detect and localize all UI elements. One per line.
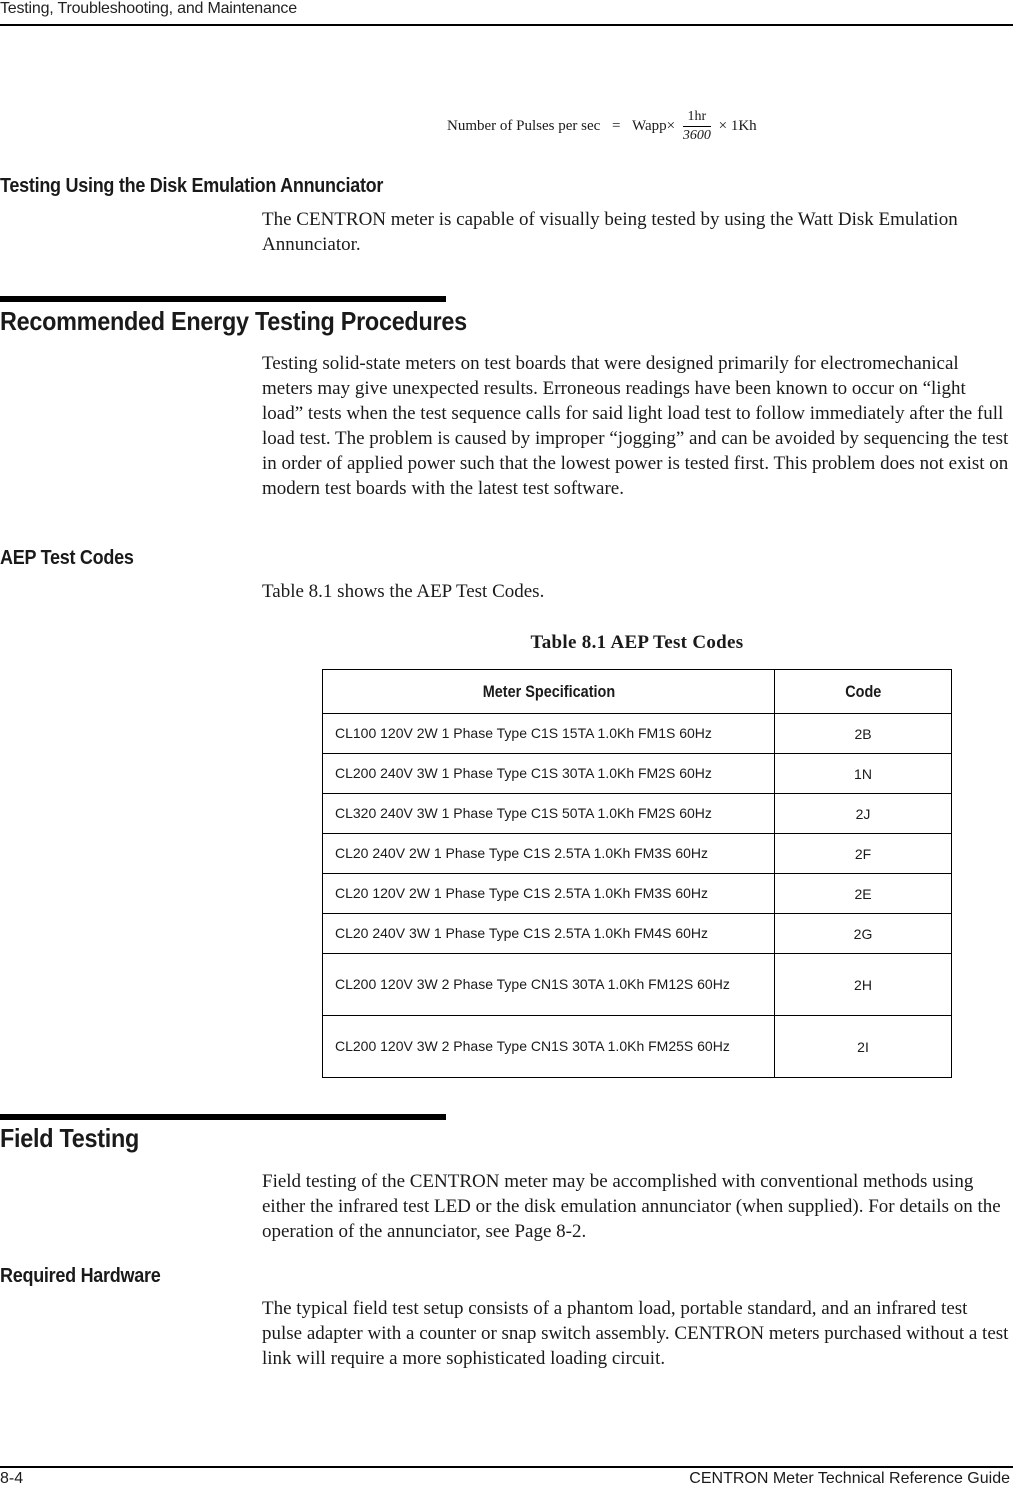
table-row (323, 714, 952, 754)
aep-body (262, 579, 1010, 604)
meter-spec-cell: CL100 120V 2W 1 Phase Type C1S 15TA 1.0Kh FM1S 60Hz (323, 714, 775, 754)
meter-spec-cell: CL20 240V 3W 1 Phase Type C1S 2.5TA 1.0Kh FM4S 60Hz (323, 914, 775, 954)
meter-spec-cell: CL320 240V 3W 1 Phase Type C1S 50TA 1.0Kh FM2S 60Hz (323, 794, 775, 834)
formula-times-1: × (666, 117, 676, 134)
page-number: 8-4 (0, 1470, 24, 1487)
code-cell: 2G (775, 914, 952, 954)
meter-spec-cell: CL200 240V 3W 1 Phase Type C1S 30TA 1.0Kh FM2S 60Hz (323, 754, 775, 794)
table-header-row (323, 670, 952, 714)
required-hardware-body (262, 1296, 1010, 1371)
formula-wapp: Wapp (632, 117, 667, 134)
code-cell: 2E (775, 874, 952, 914)
energy-testing-heading: Recommended Energy Testing Procedures (0, 306, 467, 336)
formula-times-2: × (718, 117, 728, 134)
aep-codes-table (322, 669, 952, 1078)
meter-spec-cell: CL20 240V 2W 1 Phase Type C1S 2.5TA 1.0Kh FM3S 60Hz (323, 834, 775, 874)
running-header: Testing, Troubleshooting, and Maintenance (0, 0, 297, 17)
section-rule-field (0, 1114, 446, 1120)
table-caption: Table 8.1 AEP Test Codes (530, 632, 744, 653)
pulses-formula (447, 108, 757, 145)
formula-numerator: 1hr (683, 108, 711, 127)
table-row (323, 794, 952, 834)
field-testing-body (262, 1169, 1010, 1244)
footer-rule (0, 1466, 1013, 1468)
formula-denominator: 3600 (682, 128, 711, 143)
meter-spec-cell: CL200 120V 3W 2 Phase Type CN1S 30TA 1.0Kh FM12S 60Hz (323, 954, 775, 1016)
formula-fraction (683, 108, 711, 145)
code-cell: 2H (775, 954, 952, 1016)
disk-emulation-heading: Testing Using the Disk Emulation Annunciator (0, 175, 384, 197)
code-cell: 2B (775, 714, 952, 754)
field-testing-paragraph: Field testing of the CENTRON meter may be accomplished with conventional methods using either the infrared test LED or the disk emulation annunciator (when supplied). For details on the operation of the annunciator, see Page 8-2. (262, 1171, 1001, 1242)
code-cell: 2J (775, 794, 952, 834)
energy-testing-paragraph: Testing solid-state meters on test boards that were designed primarily for electromechanical meters may give unexpected results. Erroneous readings have been known to occur on “light load” tests when the test sequence calls for said light load test to follow immediately after the full load test. The problem is caused by improper “jogging” and can be avoided by sequencing the test in order of applied power such that the lowest power is tested first. This problem does not exist on modern test boards with the latest test software. (262, 353, 1009, 499)
meter-spec-cell: CL200 120V 3W 2 Phase Type CN1S 30TA 1.0Kh FM25S 60Hz (323, 1016, 775, 1078)
header-meter-specification: Meter Specification (323, 670, 775, 714)
aep-paragraph: Table 8.1 shows the AEP Test Codes. (262, 581, 545, 602)
table-row (323, 834, 952, 874)
aep-heading: AEP Test Codes (0, 547, 134, 569)
disk-emulation-paragraph: The CENTRON meter is capable of visually being tested by using the Watt Disk Emulation Annunciator. (262, 209, 958, 255)
code-cell: 2I (775, 1016, 952, 1078)
section-rule-energy (0, 296, 446, 302)
formula-equals: = (612, 117, 621, 134)
header-code: Code (775, 670, 952, 714)
formula-kh: 1Kh (730, 117, 757, 134)
disk-emulation-body (262, 207, 1010, 257)
energy-testing-body (262, 351, 1010, 501)
table-row (323, 1016, 952, 1078)
table-row (323, 954, 952, 1016)
required-hardware-paragraph: The typical field test setup consists of a phantom load, portable standard, and an infrared test pulse adapter with a counter or snap switch assembly. CENTRON meters purchased without a test link will require a more sophisticated loading circuit. (262, 1298, 1009, 1369)
guide-title: CENTRON Meter Technical Reference Guide (689, 1470, 1010, 1487)
header-rule (0, 24, 1013, 26)
code-cell: 1N (775, 754, 952, 794)
table-row (323, 754, 952, 794)
field-testing-heading: Field Testing (0, 1123, 140, 1153)
formula-lhs: Number of Pulses per sec (447, 117, 601, 134)
table-row (323, 874, 952, 914)
code-cell: 2F (775, 834, 952, 874)
table-row (323, 914, 952, 954)
required-hardware-heading: Required Hardware (0, 1265, 161, 1287)
meter-spec-cell: CL20 120V 2W 1 Phase Type C1S 2.5TA 1.0Kh FM3S 60Hz (323, 874, 775, 914)
